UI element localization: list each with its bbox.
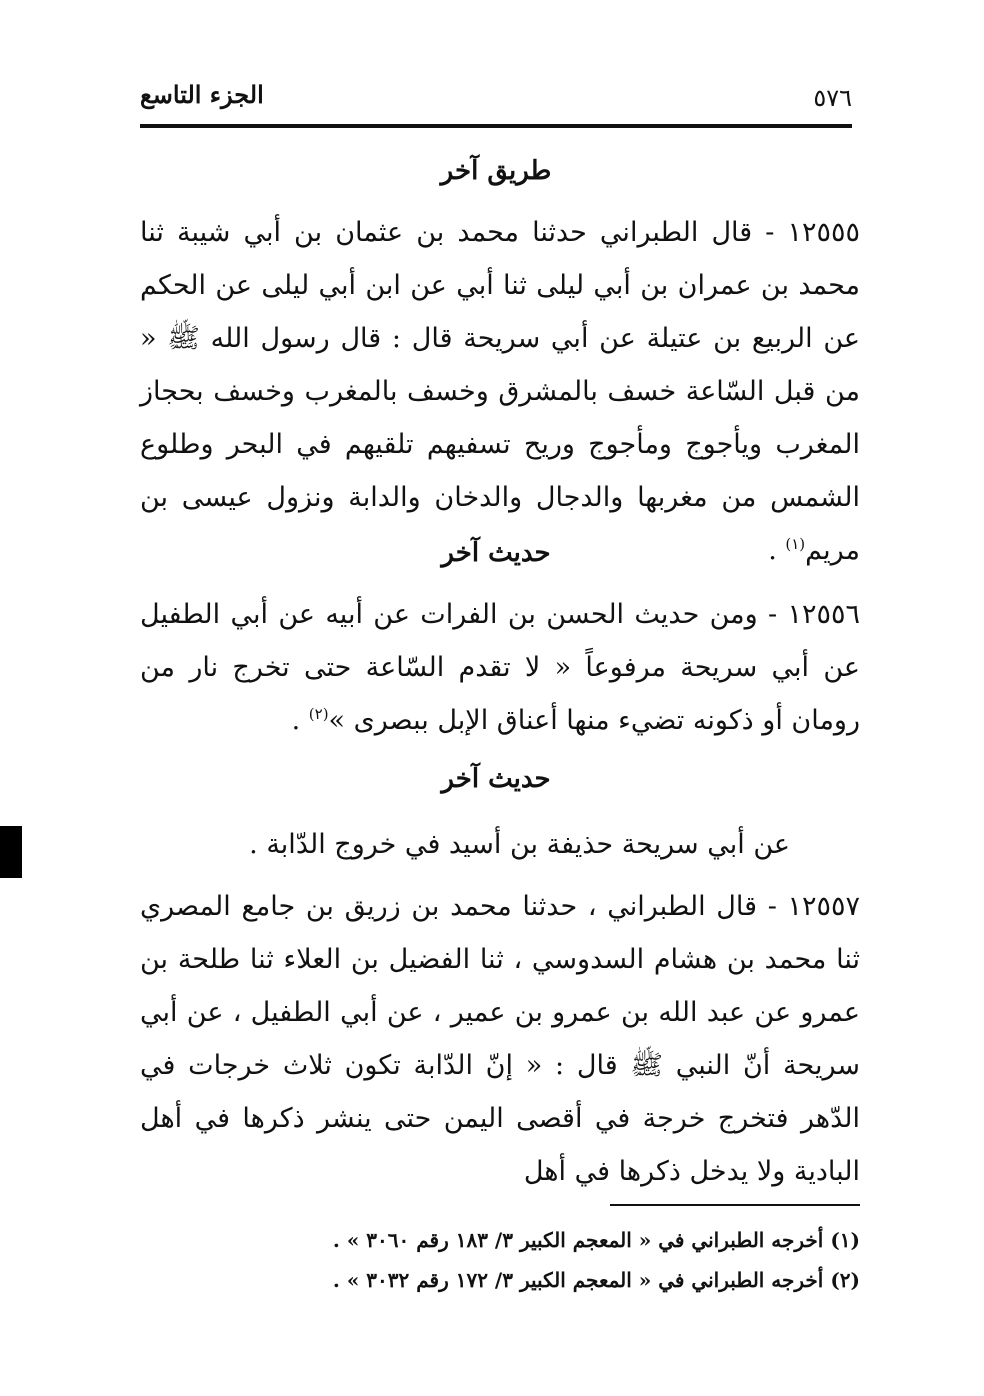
hadith-12555	[140, 206, 860, 577]
footnote-marker-1: (١)	[785, 535, 806, 553]
section-heading-1: طريق آخر	[440, 156, 552, 186]
section-1-body	[140, 206, 860, 577]
page-header	[140, 72, 852, 124]
section-2-body	[140, 588, 860, 747]
footnote-marker-2: (٢)	[308, 705, 329, 723]
hadith-12556-tail: .	[291, 705, 309, 736]
hadith-12556-text: ١٢٥٥٦ - ومن حديث الحسن بن الفرات عن أبيه عن أبي الطفيل عن أبي سريحة مرفوعاً « لا تقدم السّاعة حتى تخرج نار من رومان أو ذكونه تضيء منها أعناق الإبل ببصرى »	[140, 599, 860, 736]
section-3-intro	[140, 818, 860, 871]
running-title: الجزء التاسع	[140, 80, 264, 109]
page-number: ٥٧٦	[813, 84, 852, 112]
section-3-body	[140, 880, 860, 1198]
hadith-12555-text: ١٢٥٥٥ - قال الطبراني حدثنا محمد بن عثمان بن أبي شيبة ثنا محمد بن عمران بن أبي ليلى ثنا أبي عن ابن أبي ليلى عن الحكم عن الربيع بن عتيلة عن أبي سريحة قال : قال رسول الله ﷺ « من قبل السّاعة خسف بالمشرق وخسف بالمغرب وخسف بحجاز المغرب ويأجوج ومأجوج وريح تسفيهم تلقيهم في البحر وطلوع الشمس من مغربها والدجال والدخان والدابة ونزول عيسى بن مريم	[140, 217, 860, 566]
intro-line: عن أبي سريحة حذيفة بن أسيد في خروج الدّابة .	[249, 829, 790, 860]
footnotes	[140, 1220, 860, 1300]
footnote-2: (٢) أخرجه الطبراني في « المعجم الكبير ٣/ ١٧٢ رقم ٣٠٣٢ » .	[332, 1268, 860, 1292]
header-rule	[140, 124, 852, 128]
section-heading-3: حديث آخر	[441, 764, 551, 794]
hadith-12555-tail: .	[768, 535, 786, 566]
footnote-rule	[610, 1204, 860, 1206]
section-heading-2: حديث آخر	[441, 538, 551, 568]
margin-mark	[0, 826, 22, 878]
footnote-1: (١) أخرجه الطبراني في « المعجم الكبير ٣/ ١٨٣ رقم ٣٠٦٠ » .	[332, 1228, 860, 1252]
hadith-12557: ١٢٥٥٧ - قال الطبراني ، حدثنا محمد بن زريق بن جامع المصري ثنا محمد بن هشام السدوسي ، ثنا الفضيل بن العلاء ثنا طلحة بن عمرو عن عبد الله بن عمرو بن عمير ، عن أبي الطفيل ، عن أبي سريحة أنّ النبي ﷺ قال : « إنّ الدّابة تكون ثلاث خرجات في الدّهر فتخرج خرجة في أقصى اليمن حتى ينشر ذكرها في أهل البادية ولا يدخل ذكرها في أهل	[140, 891, 860, 1187]
hadith-12556	[140, 588, 860, 747]
